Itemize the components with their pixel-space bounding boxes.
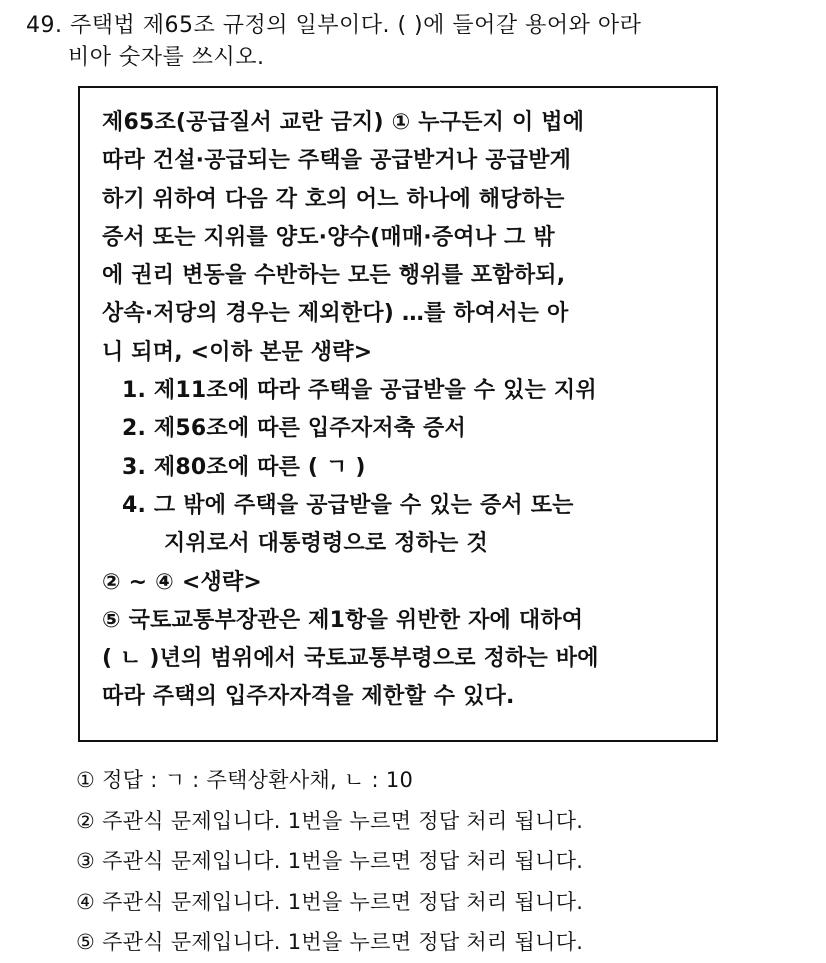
- statute-line: 니 되며, <이하 본문 생략>: [102, 339, 373, 365]
- statute-excerpt-box: [78, 86, 718, 742]
- statute-line: 에 권리 변동을 수반하는 모든 행위를 포함하되,: [102, 263, 566, 289]
- statute-item-4: 4. 그 밖에 주택을 공급받을 수 있는 증서 또는: [122, 492, 574, 518]
- answer-option-2[interactable]: ② 주관식 문제입니다. 1번을 누르면 정답 처리 됩니다.: [76, 808, 584, 833]
- statute-item-2: 2. 제56조에 따른 입주자저축 증서: [122, 416, 466, 442]
- question-text-line-1: 49. 주택법 제65조 규정의 일부이다. ( )에 들어갈 용어와 아라: [26, 13, 642, 38]
- statute-item-3: 3. 제80조에 따른 ( ㄱ ): [122, 454, 366, 480]
- statute-line: 하기 위하여 다음 각 호의 어느 하나에 해당하는: [102, 186, 565, 212]
- statute-item-4-continued: 지위로서 대통령령으로 정하는 것: [164, 531, 488, 557]
- question-text-line-2: 비아 숫자를 쓰시오.: [68, 45, 265, 70]
- statute-line: ⑤ 국토교통부장관은 제1항을 위반한 자에 대하여: [102, 607, 584, 633]
- statute-line: ② ~ ④ <생략>: [102, 569, 263, 595]
- answer-option-5[interactable]: ⑤ 주관식 문제입니다. 1번을 누르면 정답 처리 됩니다.: [76, 930, 584, 954]
- answer-option-4[interactable]: ④ 주관식 문제입니다. 1번을 누르면 정답 처리 됩니다.: [76, 889, 584, 914]
- question-stem: [26, 10, 806, 74]
- answer-option-3[interactable]: ③ 주관식 문제입니다. 1번을 누르면 정답 처리 됩니다.: [76, 849, 584, 873]
- statute-line: 따라 건설·공급되는 주택을 공급받거나 공급받게: [102, 148, 572, 174]
- statute-line: ( ㄴ )년의 범위에서 국토교통부령으로 정하는 바에: [102, 646, 599, 672]
- statute-line: 상속·저당의 경우는 제외한다) …를 하여서는 아: [102, 301, 569, 327]
- answer-option-1[interactable]: ① 정답 : ㄱ : 주택상환사채, ㄴ : 10: [76, 768, 414, 792]
- statute-line: 제65조(공급질서 교란 금지) ① 누구든지 이 법에: [102, 110, 585, 135]
- statute-item-1: 1. 제11조에 따라 주택을 공급받을 수 있는 지위: [122, 378, 597, 404]
- statute-line: 증서 또는 지위를 양도·양수(매매·증여나 그 밖: [102, 224, 555, 250]
- answer-options: [76, 760, 816, 963]
- statute-line: 따라 주택의 입주자자격을 제한할 수 있다.: [102, 684, 515, 710]
